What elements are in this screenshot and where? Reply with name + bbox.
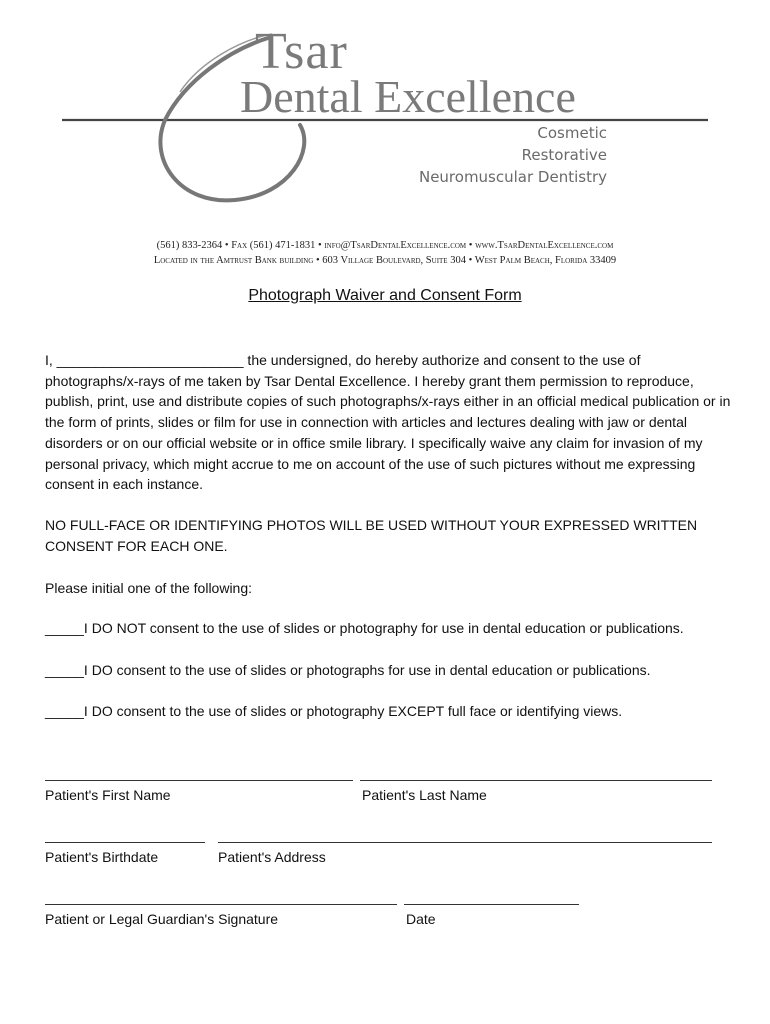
option-do-not-consent[interactable]: _____I DO NOT consent to the use of slides or photography for use in dental education or publications. [45,620,684,636]
last-name-label: Patient's Last Name [362,787,487,803]
contact-phone-email-line: (561) 833-2364 • Fax (561) 471-1831 • info@TsarDentalExcellence.com • www.TsarDentalExcellence.com [156,240,614,251]
date-label: Date [406,911,436,927]
signature-field[interactable] [45,904,397,905]
practice-logo [0,0,770,225]
contact-address-line: Located in the Amtrust Bank building • 603 Village Boulevard, Suite 304 • West Palm Beach, Florida 33409 [153,255,617,266]
option-consent-except-face[interactable]: _____I DO consent to the use of slides or photography EXCEPT full face or identifying views. [45,703,623,719]
consent-paragraph: I, ________________________ the undersigned, do hereby authorize and consent to the use of photographs/x-rays of me taken by Tsar Dental Excellence. I hereby grant them permission to reproduce, publish, print, use and distribute copies of such photographs/x-rays either in an official medical publication or in the form of prints, slides or film for use in connection with articles and lectures dealing with jaw or dental disorders or on our official website or in office smile library. I specifically waive any claim for invasion of my personal privacy, which might accrue to me on account of the use of such pictures without me expressing consent in each instance. [45,352,731,493]
initial-instruction: Please initial one of the following: [45,580,253,596]
logo-tagline-neuromuscular: Neuromuscular Dentistry [418,168,607,186]
full-face-notice: NO FULL-FACE OR IDENTIFYING PHOTOS WILL BE USED WITHOUT YOUR EXPRESSED WRITTEN CONSENT FOR EACH ONE. [45,517,698,554]
logo-tagline-restorative: Restorative [521,146,607,164]
first-name-label: Patient's First Name [45,787,171,803]
first-name-field[interactable] [45,780,353,781]
birthdate-field[interactable] [45,842,205,843]
option-do-consent[interactable]: _____I DO consent to the use of slides or photographs for use in dental education or publications. [45,662,651,678]
last-name-field[interactable] [360,780,712,781]
logo-tagline-cosmetic: Cosmetic [537,124,607,142]
logo-word-tsar: Tsar [255,23,348,80]
birthdate-label: Patient's Birthdate [45,849,159,865]
logo-word-dental-excellence: Dental Excellence [240,71,576,122]
address-label: Patient's Address [218,849,326,865]
signature-label: Patient or Legal Guardian's Signature [45,911,279,927]
address-field[interactable] [218,842,712,843]
form-title: Photograph Waiver and Consent Form [248,287,522,304]
date-field[interactable] [404,904,579,905]
